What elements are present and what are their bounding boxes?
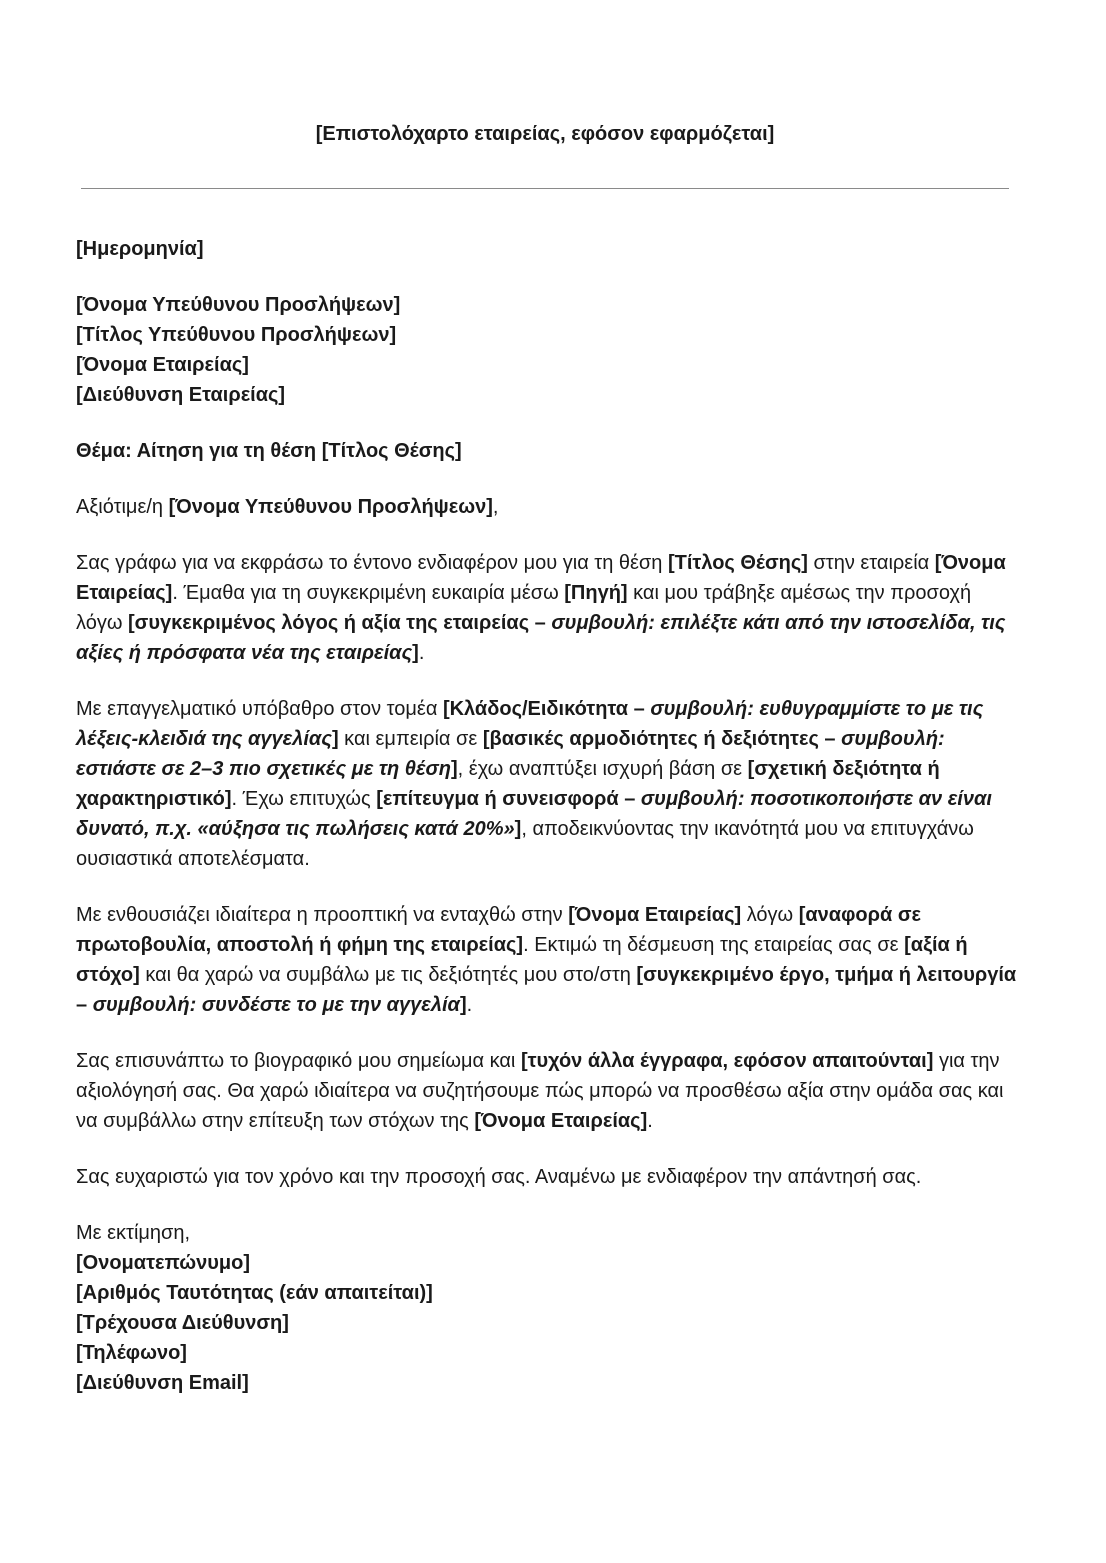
p2-text: , αποδεικνύοντας την ικανότητά μου να επιτυγχάνω ουσιαστικά αποτελέσματα. [76, 818, 974, 870]
recipient-name: [Όνομα Υπεύθυνου Προσλήψεων] [76, 294, 401, 316]
p2-placeholder: [σχετική δεξιότητα ή χαρακτηριστικό] [76, 758, 940, 810]
p3-placeholder: [αξία ή στόχο] [76, 934, 968, 986]
p1-placeholder: [Όνομα Εταιρείας] [76, 552, 1006, 604]
salutation-prefix: Αξιότιμε/η [76, 496, 169, 518]
salutation [76, 492, 1021, 522]
recipient-address: [Διεύθυνση Εταιρείας] [76, 384, 286, 406]
salutation-name: [Όνομα Υπεύθυνου Προσλήψεων] [168, 496, 493, 518]
p2-placeholder-end: ] [514, 818, 522, 840]
p4-text: . [647, 1110, 653, 1132]
p3-text: Με ενθουσιάζει ιδιαίτερα η προοπτική να ενταχθώ στην [76, 904, 569, 926]
p3-tip: συμβουλή: συνδέστε το με την αγγελία [92, 994, 460, 1016]
p1-placeholder: [συγκεκριμένος λόγος ή αξία της εταιρείας – [128, 612, 552, 634]
p4-placeholder: [τυχόν άλλα έγγραφα, εφόσον απαιτούνται] [520, 1050, 934, 1072]
p1-tip: συμβουλή: επιλέξτε κάτι από την ιστοσελίδα, τις αξίες ή πρόσφατα νέα της εταιρείας [76, 612, 1006, 664]
p2-text: και εμπειρία σε [338, 728, 483, 750]
date-line: [Ημερομηνία] [76, 238, 204, 260]
signature-address: [Τρέχουσα Διεύθυνση] [76, 1312, 289, 1334]
p1-text: στην εταιρεία [807, 552, 935, 574]
paragraph-2 [76, 694, 1021, 874]
p4-text: για την αξιολόγησή σας. Θα χαρώ ιδιαίτερα να συζητήσουμε πώς μπορώ να προσθέσω αξία στην ομάδα σας και να συμβάλλω στην επίτευξη των στόχων της [76, 1050, 1004, 1132]
p1-placeholder: [Πηγή] [564, 582, 628, 604]
p3-placeholder-end: ] [459, 994, 467, 1016]
closing-line: Με εκτίμηση, [76, 1222, 191, 1244]
letter-body [76, 234, 1021, 1398]
p2-tip: συμβουλή: εστιάστε σε 2–3 πιο σχετικές με τη θέση [76, 728, 945, 780]
p3-placeholder: [αναφορά σε πρωτοβουλία, αποστολή ή φήμη της εταιρείας] [76, 904, 922, 956]
subject-line: Θέμα: Αίτηση για τη θέση [Τίτλος Θέσης] [76, 440, 462, 462]
p2-placeholder-end: ] [451, 758, 458, 780]
salutation-suffix: , [492, 496, 499, 518]
p3-placeholder: [συγκεκριμένο έργο, τμήμα ή λειτουργία – [76, 964, 1017, 1016]
p4-placeholder: [Όνομα Εταιρείας] [474, 1110, 648, 1132]
p3-placeholder: [Όνομα Εταιρείας] [568, 904, 742, 926]
signature-email: [Διεύθυνση Email] [76, 1372, 249, 1394]
letterhead: [Επιστολόχαρτο εταιρείας, εφόσον εφαρμόζεται] [315, 123, 775, 145]
p1-text: . [418, 642, 425, 664]
p1-text: Σας γράφω για να εκφράσω το έντονο ενδιαφέρον μου για τη θέση [76, 552, 668, 574]
header-divider [81, 188, 1009, 189]
p1-placeholder-end: ] [412, 642, 419, 664]
recipient-company: [Όνομα Εταιρείας] [76, 354, 249, 376]
p2-placeholder-end: ] [331, 728, 339, 750]
signature-id: [Αριθμός Ταυτότητας (εάν απαιτείται)] [76, 1282, 433, 1304]
p3-text: . [466, 994, 473, 1016]
p1-placeholder: [Τίτλος Θέσης] [667, 552, 808, 574]
paragraph-1 [76, 548, 1021, 668]
p2-text: , έχω αναπτύξει ισχυρή βάση σε [457, 758, 748, 780]
p2-tip: συμβουλή: ευθυγραμμίστε το με τις λέξεις-κλειδιά της αγγελίας [76, 698, 984, 750]
paragraph-3 [76, 900, 1021, 1020]
paragraph-5: Σας ευχαριστώ για τον χρόνο και την προσοχή σας. Αναμένω με ενδιαφέρον την απάντησή σας. [76, 1166, 922, 1188]
p1-text: . Έμαθα για τη συγκεκριμένη ευκαιρία μέσω [172, 582, 565, 604]
signature-block [76, 1218, 1021, 1398]
p3-text: λόγω [741, 904, 799, 926]
p2-text: Με επαγγελματικό υπόβαθρο στον τομέα [76, 698, 443, 720]
signature-phone: [Τηλέφωνο] [76, 1342, 187, 1364]
p2-placeholder: [βασικές αρμοδιότητες ή δεξιότητες – [482, 728, 842, 750]
p3-text: . Εκτιμώ τη δέσμευση της εταιρείας σας σε [523, 934, 905, 956]
p2-text: . Έχω επιτυχώς [231, 788, 377, 810]
p2-tip: συμβουλή: ποσοτικοποιήστε αν είναι δυνατό, π.χ. «αύξησα τις πωλήσεις κατά 20%» [76, 788, 992, 840]
p1-text: και μου τράβηξε αμέσως την προσοχή λόγω [76, 582, 972, 634]
p2-placeholder: [επίτευγμα ή συνεισφορά – [376, 788, 641, 810]
recipient-title: [Τίτλος Υπεύθυνου Προσλήψεων] [76, 324, 397, 346]
signature-name: [Ονοματεπώνυμο] [76, 1252, 251, 1274]
p2-placeholder: [Κλάδος/Ειδικότητα – [442, 698, 651, 720]
recipient-block [76, 290, 1021, 410]
paragraph-4 [76, 1046, 1021, 1136]
p3-text: και θα χαρώ να συμβάλω με τις δεξιότητές μου στο/στη [139, 964, 637, 986]
p4-text: Σας επισυνάπτω το βιογραφικό μου σημείωμα και [76, 1050, 521, 1072]
